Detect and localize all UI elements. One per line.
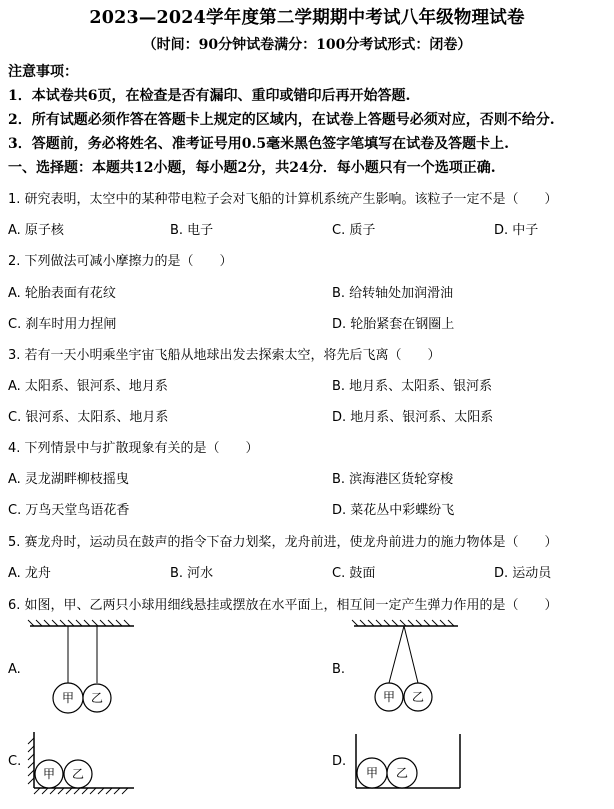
q6-option-a-label: A.	[8, 662, 21, 677]
q1-option-a: A. 原子核	[8, 223, 64, 238]
ball-jia-label: 甲	[42, 767, 56, 781]
q3-option-a: A. 太阳系、银河系、地月系	[8, 379, 168, 394]
q4-option-d: D. 菜花丛中彩蝶纷飞	[332, 503, 455, 518]
q6-figure-a	[28, 620, 138, 715]
q6-figure-b	[352, 620, 462, 715]
question-3-stem: 3. 若有一天小明乘坐宇宙飞船从地球出发去探索太空，将先后飞离（ ）	[8, 348, 441, 363]
ball-yi-label: 乙	[71, 767, 85, 781]
q6-figure-d	[350, 728, 466, 794]
q5-option-b: B. 河水	[170, 566, 214, 581]
q5-option-d: D. 运动员	[494, 566, 552, 581]
question-5-stem: 5. 赛龙舟时，运动员在鼓声的指令下奋力划桨，龙舟前进，使龙舟前进力的施力物体是（ ）	[8, 535, 558, 550]
q5-option-a: A. 龙舟	[8, 566, 51, 581]
q2-option-b: B. 给转轴处加润滑油	[332, 286, 454, 301]
q4-option-c: C. 万鸟天堂鸟语花香	[8, 503, 130, 518]
exam-title: 2023—2024学年度第二学期期中考试八年级物理试卷	[89, 8, 525, 28]
q2-option-d: D. 轮胎紧套在钢圈上	[332, 317, 455, 332]
q4-option-b: B. 滨海港区货轮穿梭	[332, 472, 454, 487]
notes-heading: 注意事项：	[8, 64, 78, 80]
note-item-2: 2．所有试题必须作答在答题卡上规定的区域内，在试卷上答题号必须对应，否则不给分.	[8, 112, 555, 128]
q5-option-c: C. 鼓面	[332, 566, 376, 581]
q6-figure-c	[26, 728, 138, 794]
question-4-stem: 4. 下列情景中与扩散现象有关的是（ ）	[8, 441, 259, 456]
note-item-3: 3．答题前，务必将姓名、准考证号用0.5毫米黑色签字笔填写在试卷及答题卡上.	[8, 136, 509, 152]
q1-option-b: B. 电子	[170, 223, 214, 238]
ball-jia-label: 甲	[382, 690, 396, 704]
section-heading: 一、选择题：本题共12小题，每小题2分，共24分．每小题只有一个选项正确.	[8, 160, 496, 176]
q2-option-c: C. 刹车时用力捏闸	[8, 317, 117, 332]
ball-yi-label: 乙	[395, 766, 409, 780]
q3-option-d: D. 地月系、银河系、太阳系	[332, 410, 494, 425]
q1-option-d: D. 中子	[494, 223, 539, 238]
q6-option-d-label: D.	[332, 754, 347, 769]
ball-jia-label: 甲	[365, 766, 379, 780]
question-6-stem: 6. 如图，甲、乙两只小球用细线悬挂或摆放在水平面上，相互间一定产生弹力作用的是（ ）	[8, 598, 558, 613]
q1-option-c: C. 质子	[332, 223, 376, 238]
q6-option-b-label: B.	[332, 662, 346, 677]
q6-option-c-label: C.	[8, 754, 22, 769]
q2-option-a: A. 轮胎表面有花纹	[8, 286, 116, 301]
q4-option-a: A. 灵龙湖畔柳枝摇曳	[8, 472, 129, 487]
question-1-stem: 1. 研究表明，太空中的某种带电粒子会对飞船的计算机系统产生影响。该粒子一定不是（ ）	[8, 192, 558, 207]
question-2-stem: 2. 下列做法可减小摩擦力的是（ ）	[8, 254, 233, 269]
exam-subtitle: （时间：90分钟试卷满分：100分考试形式：闭卷）	[142, 37, 472, 53]
ball-yi-label: 乙	[90, 691, 104, 705]
ball-jia-label: 甲	[61, 691, 75, 705]
note-item-1: 1．本试卷共6页，在检查是否有漏印、重印或错印后再开始答题.	[8, 88, 411, 104]
q3-option-c: C. 银河系、太阳系、地月系	[8, 410, 169, 425]
ball-yi-label: 乙	[411, 690, 425, 704]
q3-option-b: B. 地月系、太阳系、银河系	[332, 379, 493, 394]
